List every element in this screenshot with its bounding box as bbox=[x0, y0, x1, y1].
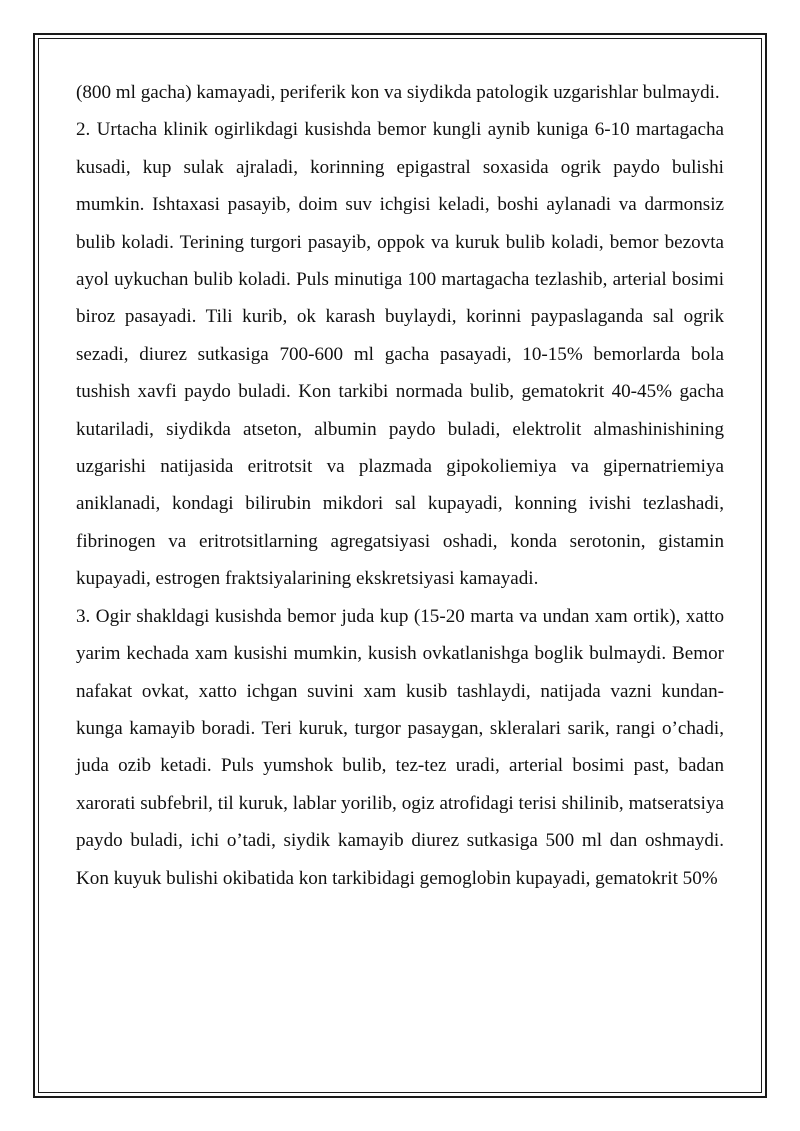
paragraph-moderate-vomiting: 2. Urtacha klinik ogirlikdagi kusishda bemor kungli aynib kuniga 6-10 martagacha kusadi, kup sulak ajraladi, korinning epigastral soxasida ogrik paydo bulishi mumkin. Ishtaxasi pasayib, doim suv ichgisi keladi, boshi aylanadi va darmonsiz bulib koladi. Terining turgori pasayib, oppok va kuruk bulib koladi, bemor bezovta ayol uykuchan bulib koladi. Puls minutiga 100 martagacha tezlashib, arterial bosimi biroz pasayadi. Tili kurib, ok karash buylaydi, korinni paypaslaganda sal ogrik sezadi, diurez sutkasiga 700-600 ml gacha pasayadi, 10-15% bemorlarda bola tushish xavfi paydo buladi. Kon tarkibi normada bulib, gematokrit 40-45% gacha kutariladi, siydikda atseton, albumin paydo buladi, elektrolit almashinishining uzgarishi natijasida eritrotsit va plazmada gipokoliemiya va gipernatriemiya aniklanadi, kondagi bilirubin mikdori sal kupayadi, konning ivishi tezlashadi, fibrinogen va eritrotsitlarning agregatsiyasi oshadi, konda serotonin, gistamin kupayadi, estrogen fraktsiyalarining ekskretsiyasi kamayadi. bbox=[76, 119, 724, 590]
document-body bbox=[76, 74, 724, 897]
paragraph-continuation: (800 ml gacha) kamayadi, periferik kon va siydikda patologik uzgarishlar bulmaydi. bbox=[76, 82, 720, 103]
paragraph-severe-vomiting: 3. Ogir shakldagi kusishda bemor juda kup (15-20 marta va undan xam ortik), xatto yarim kechada xam kusishi mumkin, kusish ovkatlanishga boglik bulmaydi. Bemor nafakat ovkat, xatto ichgan suvini xam kusib tashlaydi, natijada vazni kundan- kunga kamayib boradi. Teri kuruk, turgor pasaygan, skleralari sarik, rangi o’chadi, juda ozib ketadi. Puls yumshok bulib, tez-tez uradi, arterial bosimi past, badan xarorati subfebril, til kuruk, lablar yorilib, ogiz atrofidagi terisi shilinib, matseratsiya paydo buladi, ichi o’tadi, siydik kamayib diurez sutkasiga 500 ml dan oshmaydi. Kon kuyuk bulishi okibatida kon tarkibidagi gemoglobin kupayadi, gematokrit 50% bbox=[76, 605, 724, 889]
